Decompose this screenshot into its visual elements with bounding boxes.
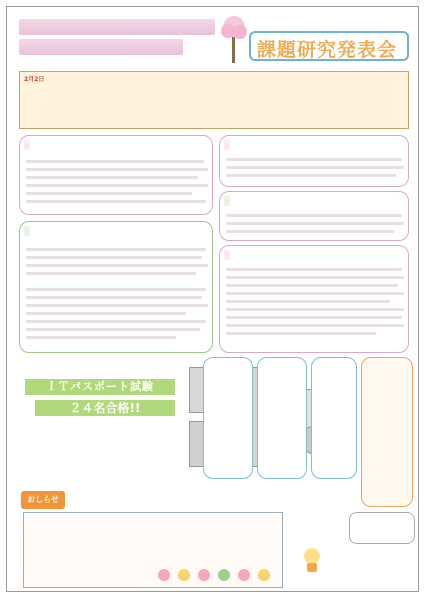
text-line <box>226 222 404 225</box>
text-line <box>26 288 206 291</box>
text-line <box>226 324 404 327</box>
text-line <box>226 268 402 271</box>
newsletter-page <box>6 6 419 592</box>
text-line <box>26 176 198 179</box>
speech-bubble <box>349 512 415 544</box>
section-heading-4 <box>224 196 230 206</box>
text-line <box>26 264 208 267</box>
text-line <box>226 332 376 335</box>
header-line-1 <box>19 19 215 35</box>
section-box-4 <box>219 191 409 241</box>
notice-tag: おしらせ <box>21 491 65 509</box>
text-line <box>226 230 394 233</box>
it-passport-title-text: ＩＴパスポート試験 <box>46 380 154 393</box>
it-passport-count-text: ２４名合格!! <box>69 401 141 415</box>
text-line <box>26 328 200 331</box>
intro-column-left <box>24 76 212 84</box>
section-heading-3 <box>224 140 230 150</box>
text-line <box>226 292 404 295</box>
text-line <box>226 308 404 311</box>
text-line <box>226 276 404 279</box>
interview-column-4 <box>361 357 413 507</box>
text-line <box>226 284 398 287</box>
text-line <box>26 312 186 315</box>
mascot-icon <box>301 547 323 573</box>
section-box-1 <box>19 135 213 215</box>
text-line <box>226 316 402 319</box>
text-line <box>26 296 202 299</box>
text-line <box>26 336 176 339</box>
text-line <box>26 248 206 251</box>
text-line <box>26 184 208 187</box>
interview-column-2 <box>257 357 307 479</box>
section-heading-5 <box>224 250 230 260</box>
text-line <box>226 174 396 177</box>
it-passport-title <box>25 379 175 395</box>
text-line <box>226 158 402 161</box>
section-box-2 <box>19 221 213 353</box>
it-passport-count <box>35 400 175 416</box>
text-line <box>226 166 404 169</box>
cherry-blossom-icon <box>219 13 249 65</box>
text-line <box>26 304 208 307</box>
text-line <box>226 214 402 217</box>
interview-column-3 <box>311 357 357 479</box>
header-line-2 <box>19 39 183 55</box>
text-line <box>26 168 208 171</box>
section-heading-1 <box>24 140 30 150</box>
event-title: 課題研究発表会 <box>257 39 398 61</box>
intro-block <box>19 71 409 129</box>
section-heading-2 <box>24 226 30 236</box>
text-line <box>26 160 204 163</box>
intro-date: 2月2日 <box>24 76 45 83</box>
it-passport-body <box>21 421 183 481</box>
text-line <box>26 256 202 259</box>
text-line <box>226 300 390 303</box>
text-line <box>26 272 196 275</box>
flower-decoration-icon <box>154 563 274 585</box>
text-line <box>26 200 206 203</box>
section-box-5 <box>219 245 409 353</box>
text-line <box>26 192 192 195</box>
section-box-3 <box>219 135 409 187</box>
text-line <box>26 320 206 323</box>
event-title-box <box>249 31 409 61</box>
notice-box <box>23 512 283 588</box>
interview-column-1 <box>203 357 253 479</box>
header-subtitle <box>19 19 219 61</box>
